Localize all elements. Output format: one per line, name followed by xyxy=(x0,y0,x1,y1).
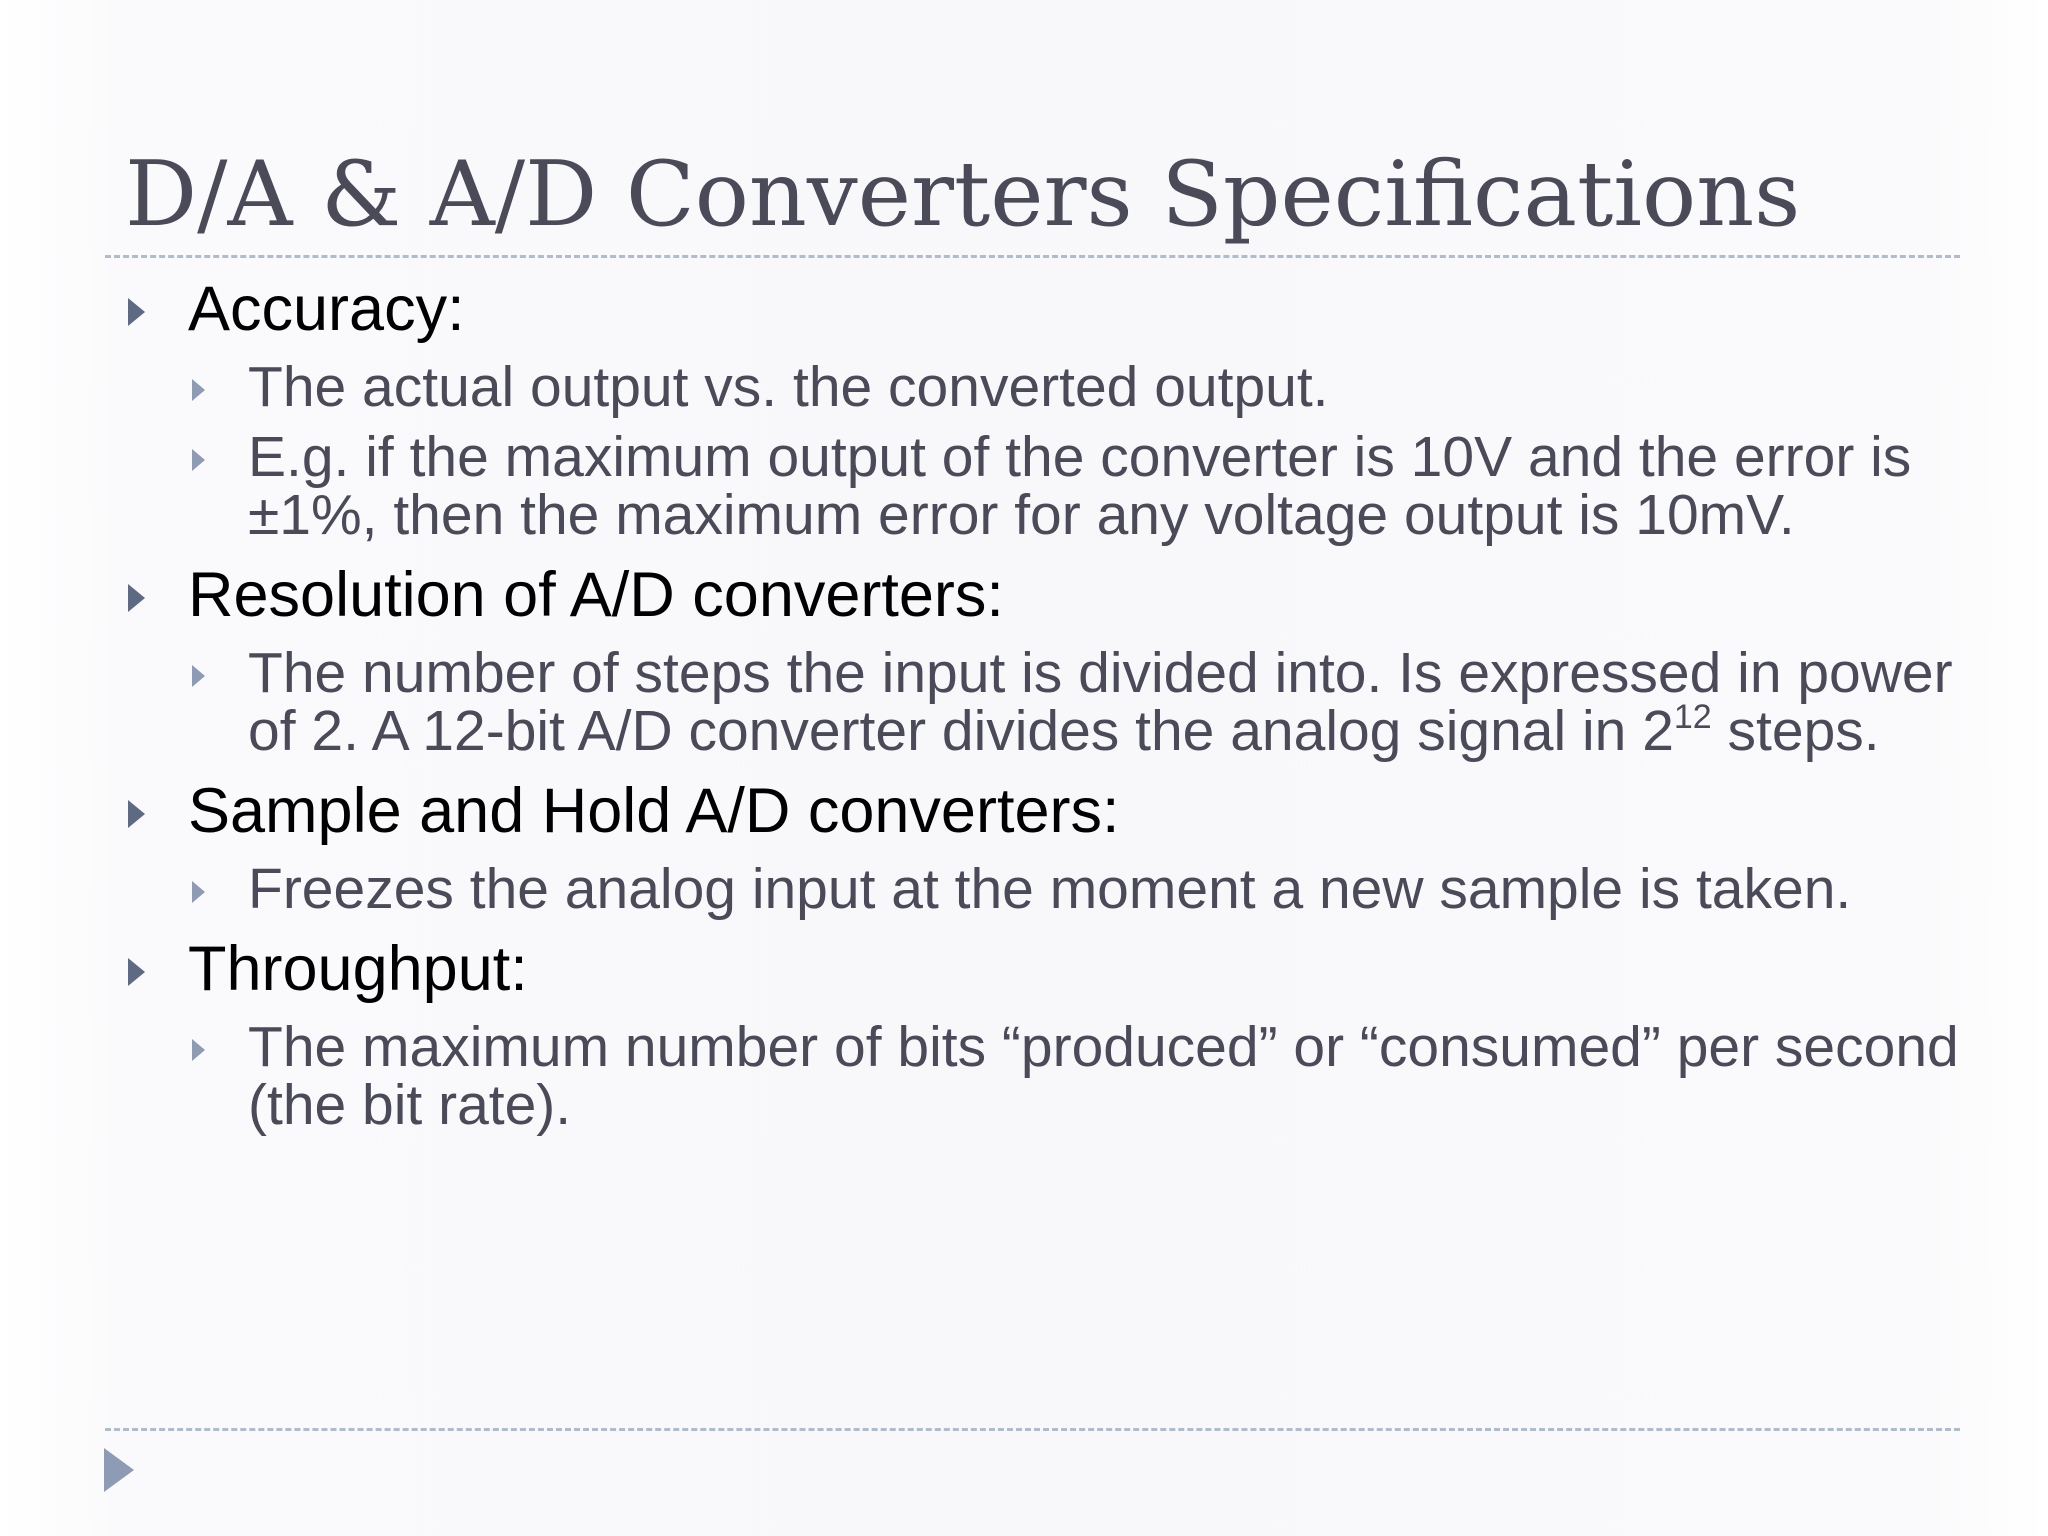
list-item-text: E.g. if the maximum output of the converter is 10V and the error is ±1%, then the maximum error for any voltage output is 10mV. xyxy=(248,425,1912,547)
next-slide-arrow-icon[interactable] xyxy=(104,1448,134,1492)
sub-bullet-arrow-icon xyxy=(192,379,205,401)
sub-bullet-arrow-icon xyxy=(192,881,205,903)
list-item-text: The actual output vs. the converted output. xyxy=(248,355,1329,419)
bullet-arrow-icon xyxy=(128,298,145,326)
footer-divider xyxy=(105,1428,1960,1431)
section-heading-text: Sample and Hold A/D converters: xyxy=(188,776,1120,846)
sub-bullet-arrow-icon xyxy=(192,449,205,471)
section-heading-text: Resolution of A/D converters: xyxy=(188,560,1004,630)
list-item xyxy=(120,641,1980,763)
slide-title: D/A & A/D Converters Specifications xyxy=(125,142,1801,247)
list-item xyxy=(120,425,1980,547)
bullet-arrow-icon xyxy=(128,584,145,612)
sub-bullet-arrow-icon xyxy=(192,665,205,687)
list-item xyxy=(120,355,1980,419)
list-item-text: The number of steps the input is divided into. Is expressed in power of 2. A 12-bit A/D converter divides the analog signal in 2 xyxy=(248,641,1953,763)
sub-bullet-arrow-icon xyxy=(192,1039,205,1061)
list-item xyxy=(120,1015,1980,1137)
list-item-text: The maximum number of bits “produced” or “consumed” per second (the bit rate). xyxy=(248,1015,1959,1137)
section-heading-accuracy xyxy=(120,272,1980,346)
section-heading-text: Throughput: xyxy=(188,934,528,1004)
section-heading-text: Accuracy: xyxy=(188,274,465,344)
section-heading-throughput xyxy=(120,932,1980,1006)
title-divider xyxy=(105,255,1960,258)
section-heading-resolution xyxy=(120,558,1980,632)
exponent: 12 xyxy=(1673,698,1712,736)
list-item xyxy=(120,857,1980,921)
bullet-arrow-icon xyxy=(128,958,145,986)
bullet-list xyxy=(120,272,1980,1137)
list-item-text-tail: steps. xyxy=(1711,699,1880,763)
list-item-text: Freezes the analog input at the moment a new sample is taken. xyxy=(248,857,1852,921)
section-heading-sample-hold xyxy=(120,774,1980,848)
bullet-arrow-icon xyxy=(128,800,145,828)
